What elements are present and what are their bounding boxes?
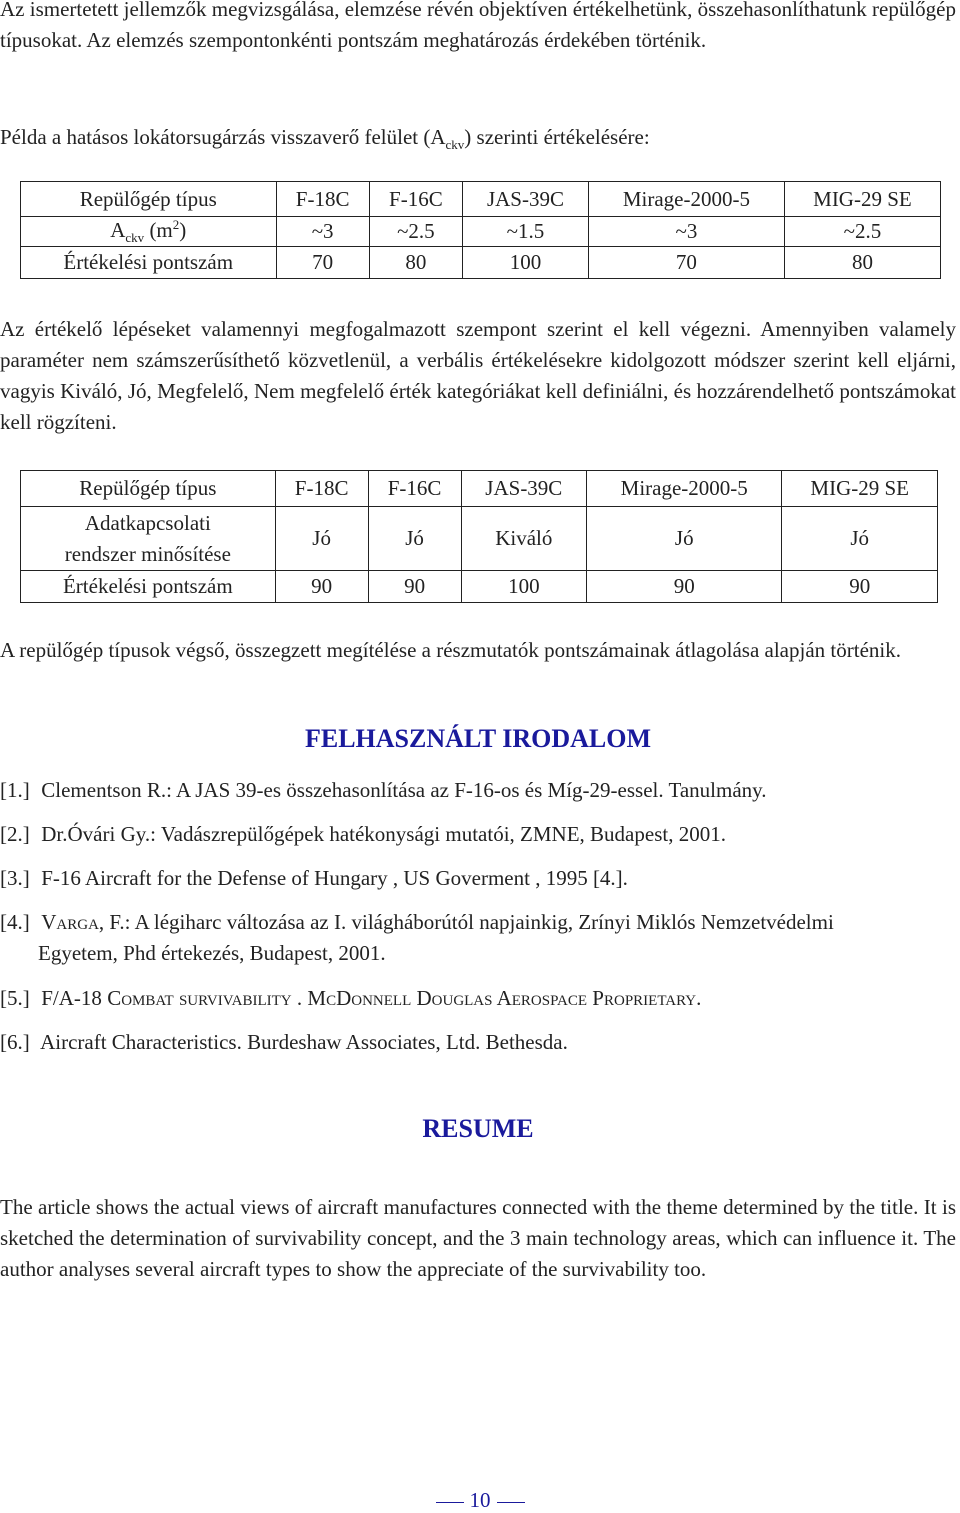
table-cell: Jó (368, 507, 461, 571)
table-cell: Jó (782, 507, 938, 571)
reference-number: [4.] (0, 910, 30, 934)
reference-text: . (696, 986, 702, 1010)
table-row (21, 217, 941, 247)
table-row-label (21, 217, 277, 247)
reference-text: . (291, 986, 308, 1010)
table-row-label: Értékelési pontszám (21, 247, 277, 279)
table-header-row (21, 471, 938, 507)
reference-text: Dr.Óvári Gy.: Vadászrepülőgépek hatékonysági mutatói, ZMNE, Budapest, 2001. (41, 822, 726, 846)
table-cell: MIG-29 SE (782, 471, 938, 507)
reference-number: [3.] (0, 866, 30, 890)
rcs-superscript: 2 (172, 217, 180, 232)
reference-text: Clementson R.: A JAS 39-es összehasonlítása az F-16-os és Míg-29-essel. Tanulmány. (41, 778, 767, 802)
rcs-subscript: ckv (125, 230, 145, 246)
footer-rule-left (436, 1502, 464, 1503)
reference-text: F/A-18 (41, 986, 108, 1010)
table-cell: Kiváló (461, 507, 586, 571)
rcs-symbol: A (110, 218, 126, 242)
reference-text-continued: Egyetem, Phd értekezés, Budapest, 2001. (38, 941, 386, 965)
table-cell: 90 (587, 571, 782, 603)
example-text-pre: Példa a hatásos lokátorsugárzás visszaverő felület (A (0, 125, 446, 149)
rcs-table (20, 181, 941, 279)
reference-item (0, 907, 956, 969)
table-cell: 80 (784, 247, 940, 279)
example-subscript: ckv (445, 137, 465, 153)
references-heading: FELHASZNÁLT IRODALOM (304, 724, 652, 753)
example-sentence (0, 122, 956, 160)
table-cell: 100 (463, 247, 589, 279)
reference-item (0, 775, 956, 806)
table-cell: F-16C (369, 182, 462, 217)
label-line: Adatkapcsolati (84, 510, 211, 535)
table-cell: Repülőgép típus (21, 471, 276, 507)
table-cell: F-18C (276, 182, 369, 217)
intro-paragraph: Az ismertetett jellemzők megvizsgálása, elemzése révén objektíven értékelhetünk, összehasonlíthatunk repülőgép típusokat. Az elemzés szempontonkénti pontszám meghatározás érdekében történik. (0, 0, 956, 52)
rcs-unit-close: ) (179, 218, 187, 242)
resume-paragraph: The article shows the actual views of aircraft manufactures connected with the theme determined by the title. It is sketched the determination of survivability concept, and the 3 main technology areas, which can influence it. The author analyses several aircraft types to show the appreciate of the survivability too. (0, 1195, 956, 1281)
table-row (21, 571, 938, 603)
rcs-unit: (m (149, 218, 173, 242)
table-cell: 90 (275, 571, 368, 603)
table-cell: 90 (368, 571, 461, 603)
table-cell: 70 (588, 247, 784, 279)
reference-number: [6.] (0, 1030, 30, 1054)
table-cell: ~2.5 (369, 217, 462, 247)
table-cell: ~2.5 (784, 217, 940, 247)
table-cell: JAS-39C (463, 182, 589, 217)
table-cell: F-16C (368, 471, 461, 507)
reference-item (0, 983, 956, 1014)
page-number: 10 (469, 1488, 491, 1512)
table-cell: MIG-29 SE (784, 182, 940, 217)
table-cell: Jó (275, 507, 368, 571)
table-cell: 100 (461, 571, 586, 603)
reference-item (0, 863, 956, 894)
reference-text: Combat survivability (107, 986, 292, 1010)
table-cell: JAS-39C (461, 471, 586, 507)
reference-number: [5.] (0, 986, 30, 1010)
table-cell: ~3 (588, 217, 784, 247)
table-cell: 90 (782, 571, 938, 603)
table-cell: 70 (276, 247, 369, 279)
resume-heading: RESUME (422, 1114, 534, 1143)
method-paragraph: Az értékelő lépéseket valamennyi megfogalmazott szempont szerint el kell végezni. Amennyiben valamely paraméter nem számszerűsíthető közvetlenül, a verbális értékelésekre kidolgozott módszer szerint kell eljárni, vagyis Kiváló, Jó, Megfelelő, Nem megfelelő érték kategóriákat kell definiálni, és hozzárendelhető pontszámokat kell rögzíteni. (0, 317, 956, 434)
table-cell: F-18C (275, 471, 368, 507)
footer-rule-right (497, 1502, 525, 1503)
table-row-label: Értékelési pontszám (21, 571, 276, 603)
reference-number: [1.] (0, 778, 30, 802)
table-row-label (21, 507, 276, 571)
table-cell: ~1.5 (463, 217, 589, 247)
table-cell: Jó (587, 507, 782, 571)
table-cell: Mirage-2000-5 (588, 182, 784, 217)
reference-text: McDonnell Douglas Aerospace Proprietary (307, 986, 697, 1010)
table-row (21, 507, 938, 571)
reference-item (0, 819, 956, 850)
table-header-row (21, 182, 941, 217)
summary-paragraph: A repülőgép típusok végső, összegzett megítélése a részmutatók pontszámainak átlagolása alapján történik. (0, 638, 901, 662)
table-cell: 80 (369, 247, 462, 279)
datalink-table (20, 470, 938, 603)
reference-author: Varga, F. (41, 910, 125, 934)
reference-text: Aircraft Characteristics. Burdeshaw Associates, Ltd. Bethesda. (40, 1030, 568, 1054)
table-row (21, 247, 941, 279)
table-cell: Repülőgép típus (21, 182, 277, 217)
reference-item (0, 1027, 956, 1058)
page-footer (0, 1488, 960, 1513)
reference-number: [2.] (0, 822, 30, 846)
table-cell: ~3 (276, 217, 369, 247)
table-cell: Mirage-2000-5 (587, 471, 782, 507)
label-line: rendszer minősítése (64, 541, 231, 566)
reference-text: : A légiharc változása az I. világháborútól napjainkig, Zrínyi Miklós Nemzetvédelmi (124, 910, 834, 934)
reference-text: F-16 Aircraft for the Defense of Hungary , US Goverment , 1995 [4.]. (41, 866, 628, 890)
example-text-post: ) szerinti értékelésére: (464, 125, 650, 149)
